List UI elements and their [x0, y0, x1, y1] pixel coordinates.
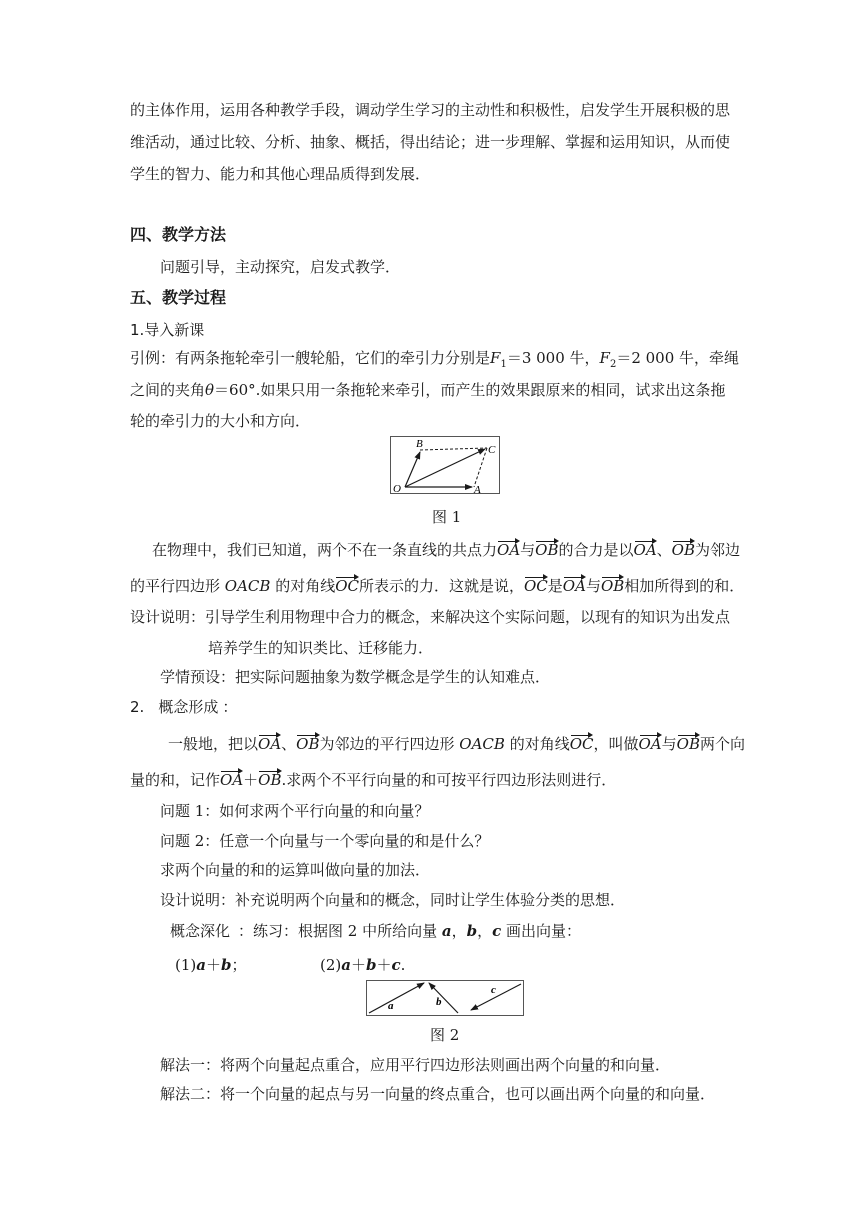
- comma-1: ，: [451, 922, 467, 940]
- intro-line-1: 的主体作用，运用各种教学手段，调动学生学习的主动性和积极性，启发学生开展积极的思: [130, 101, 731, 119]
- def-dun: 、: [281, 735, 297, 753]
- vector-ob-3: OB: [600, 577, 625, 595]
- deepen-text-a: ：练习：根据图 2 中所给向量: [238, 922, 442, 940]
- question-2: 问题 2：任意一个向量与一个零向量的和是什么？: [160, 832, 490, 850]
- deepen-title: 概念深化: [170, 922, 231, 940]
- parallelogram-name: OACB: [224, 577, 271, 595]
- vector-b-line: [429, 983, 458, 1013]
- def-vector-ob-2: OB: [676, 735, 700, 753]
- f1-value: ＝3 000 牛，: [506, 349, 600, 367]
- concept-heading: [130, 697, 237, 717]
- question-1: 问题 1：如何求两个平行向量的和向量？: [160, 802, 430, 820]
- definition-line-2: [130, 770, 616, 790]
- ex2-plus-1: ＋: [350, 956, 366, 974]
- concept-colon: ：: [222, 698, 238, 716]
- ex2-b: b: [366, 956, 377, 974]
- design-note-1-line-1: 设计说明：引导学生利用物理中合力的概念，来解决这个实际问题，以现有的知识为出发点: [130, 608, 731, 626]
- vector-b-symbol: b: [466, 922, 478, 940]
- section-5-title: 五、教学过程: [130, 288, 227, 307]
- definition-text-b: 为邻边的平行四边形: [319, 735, 460, 753]
- vector-oa-2: OA: [633, 541, 657, 559]
- and-text: 与: [520, 541, 536, 559]
- ex2-period: .: [400, 956, 406, 974]
- physics-line-1: [152, 540, 740, 560]
- f2-subscript: 2: [609, 359, 617, 370]
- addition-definition: 求两个向量的和的运算叫做向量的加法．: [160, 861, 431, 879]
- exercise-2: [320, 955, 405, 975]
- section-4-text: 问题引导，主动探究，启发式教学．: [160, 258, 401, 276]
- lead-heading: 1.导入新课: [130, 321, 205, 339]
- fig2-label-a: a: [388, 1000, 394, 1012]
- exercise-2-num: (2): [320, 956, 342, 974]
- vector-oc-2: OC: [524, 577, 548, 595]
- deepen-text-b: 画出向量：: [501, 922, 582, 940]
- concept-number: 2.: [130, 698, 145, 716]
- example-text-c: ＝60°.如果只用一条拖轮来牵引，而产生的效果跟原来的相同，试求出这条拖: [214, 381, 726, 399]
- vector-oa-3: OA: [562, 577, 586, 595]
- physics-text-c: 为邻边: [695, 541, 741, 559]
- label-b: B: [416, 438, 423, 450]
- vector-ob-2: OB: [671, 541, 695, 559]
- f1-subscript: 1: [500, 359, 507, 370]
- definition-text-a: 一般地，把以: [168, 735, 259, 753]
- figure-1: [390, 436, 500, 494]
- ex1-a: a: [196, 956, 206, 974]
- definition-text-c: 的对角线: [504, 735, 570, 753]
- example-text-a: 引例：有两条拖轮牵引一艘轮船，它们的牵引力分别是: [130, 349, 491, 367]
- theta-symbol: θ: [205, 381, 215, 399]
- definition-line-1: [168, 734, 745, 754]
- definition-text-e: 两个向: [699, 735, 745, 753]
- label-o: O: [393, 483, 401, 494]
- dashed-bc: [420, 448, 487, 450]
- definition-text-g: .求两个不平行向量的和可按平行四边形法则进行．: [281, 771, 617, 789]
- ex1-semicolon: ；: [231, 956, 247, 974]
- section-4-title: 四、教学方法: [130, 225, 227, 244]
- physics-line-2: [130, 576, 744, 596]
- solution-2: 解法二：将一个向量的起点与另一向量的终点重合，也可以画出两个向量的和向量．: [160, 1085, 716, 1103]
- example-line-1: [130, 348, 739, 375]
- ex2-a: a: [341, 956, 351, 974]
- f1-symbol: F: [490, 349, 501, 367]
- deepen-line: [170, 921, 581, 941]
- def-vector-oa: OA: [258, 735, 282, 753]
- vector-oa: OA: [497, 541, 521, 559]
- ex1-plus: ＋: [205, 956, 221, 974]
- comma-2: ，: [477, 922, 493, 940]
- figure-2-caption: 图 2: [430, 1026, 460, 1044]
- physics-text-b: 的合力是以: [558, 541, 634, 559]
- label-a: A: [474, 484, 481, 494]
- concept-title: 概念形成: [158, 698, 219, 716]
- figure-1-svg: [390, 436, 500, 494]
- figure-1-frame: [391, 437, 500, 494]
- def-vector-oc: OC: [569, 735, 594, 753]
- vector-ob: OB: [535, 541, 559, 559]
- def-vector-oa-2: OA: [638, 735, 662, 753]
- vector-a-symbol: a: [441, 922, 452, 940]
- vector-c-symbol: c: [492, 922, 502, 940]
- ex2-plus-2: ＋: [376, 956, 392, 974]
- ex1-b: b: [221, 956, 232, 974]
- physics-text-g: 是: [547, 577, 563, 595]
- f2-value: ＝2 000 牛，牵绳: [616, 349, 740, 367]
- fig2-label-c: c: [491, 984, 496, 996]
- def-and: 与: [661, 735, 677, 753]
- solution-1: 解法一：将两个向量起点重合，应用平行四边形法则画出两个向量的和向量．: [160, 1056, 671, 1074]
- physics-text-e: 的对角线: [270, 577, 336, 595]
- design-note-2: 设计说明：补充说明两个向量和的概念，同时让学生体验分类的思想．: [160, 891, 626, 909]
- vector-c-line: [471, 984, 521, 1010]
- definition-text-d: ，叫做: [593, 735, 639, 753]
- example-text-b: 之间的夹角: [130, 381, 206, 399]
- figure-2-svg: [366, 980, 524, 1016]
- and-text-2: 与: [585, 577, 601, 595]
- vector-a-line: [369, 983, 424, 1013]
- exercise-1: [175, 955, 247, 975]
- sum-vector-oa: OA: [220, 771, 244, 789]
- design-note-1-line-2: 培养学生的知识类比、迁移能力．: [208, 639, 434, 657]
- f2-symbol: F: [599, 349, 610, 367]
- def-vector-ob: OB: [296, 735, 320, 753]
- vector-oc-line: [405, 449, 485, 487]
- def-parallelogram: OACB: [459, 735, 505, 753]
- intro-line-3: 学生的智力、能力和其他心理品质得到发展．: [130, 165, 431, 183]
- figure-1-caption: 图 1: [432, 508, 462, 526]
- label-c: C: [488, 444, 496, 456]
- fig2-label-b: b: [436, 996, 442, 1008]
- sum-vector-ob: OB: [258, 771, 282, 789]
- example-line-3: 轮的牵引力的大小和方向．: [130, 412, 311, 430]
- vector-ob-line: [405, 452, 420, 487]
- definition-text-f: 量的和，记作: [130, 771, 221, 789]
- example-line-2: [130, 380, 725, 400]
- physics-text-f: 所表示的力．这就是说，: [358, 577, 524, 595]
- physics-text-h: 相加所得到的和．: [624, 577, 745, 595]
- exercise-1-num: (1): [175, 956, 197, 974]
- physics-text-a: 在物理中，我们已知道，两个不在一条直线的共点力: [152, 541, 498, 559]
- intro-line-2: 维活动，通过比较、分析、抽象、概括，得出结论；进一步理解、掌握和运用知识，从而使: [130, 133, 731, 151]
- ex2-c: c: [391, 956, 401, 974]
- plus-sign: ＋: [243, 771, 259, 789]
- physics-text-d: 的平行四边形: [130, 577, 225, 595]
- figure-2: [366, 980, 524, 1016]
- student-preview: 学情预设：把实际问题抽象为数学概念是学生的认知难点．: [160, 668, 551, 686]
- dun-mark: 、: [656, 541, 672, 559]
- vector-oc: OC: [335, 577, 359, 595]
